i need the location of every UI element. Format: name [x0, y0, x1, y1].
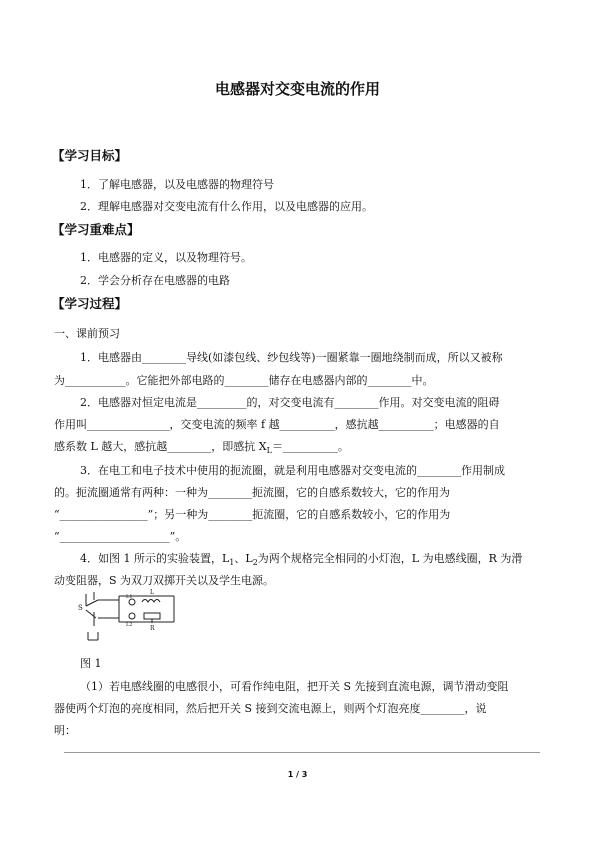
text-line: 4．如图 1 所示的实验装置，$L_1$、$L_2$为两个规格完全相同的小灯泡，L 为电感线圈，R 为滑	[80, 552, 523, 568]
text-line: “________________”；另一种为________扼流圈，它的自感系数较小，它的作用为	[54, 508, 451, 521]
rheostat-label: R	[150, 625, 155, 632]
text-line: 的。扼流圈通常有两种：一种为________扼流圈，它的自感系数较大，它的作用为	[54, 486, 450, 499]
key-point-item-1: 1．电感器的定义，以及物理符号。	[80, 251, 252, 264]
lamp1-label: L1	[126, 594, 133, 600]
text-line: 动变阻器，S 为双刀双掷开关以及学生电源。	[54, 574, 275, 587]
lamp2-label: L2	[126, 622, 133, 628]
text-line: 明：	[54, 724, 76, 737]
text-line: 3．在电工和电子技术中使用的扼流圈，就是利用电感器对交变电流的________作用制成	[80, 464, 505, 477]
circuit-diagram	[74, 586, 184, 646]
text-line: 2．电感器对恒定电流是_________的，对交变电流有________作用。对交变电流的阻碍	[80, 396, 500, 409]
goals-heading: 【学习目标】	[52, 148, 128, 163]
figure-caption: 图 1	[80, 657, 102, 670]
text-line: 器使两个灯泡的亮度相同，然后把开关 S 接到交流电源上，则两个灯泡亮度________，说	[54, 702, 487, 715]
process-heading: 【学习过程】	[52, 296, 128, 311]
inductor-label: L	[150, 589, 154, 596]
switch-label: S	[78, 604, 83, 612]
goal-item-1: 1．了解电感器，以及电感器的物理符号	[80, 178, 274, 191]
text-line: 作用叫_______________，交变电流的频率 f 越__________，感抗越__________；电感器的自	[54, 418, 500, 431]
text-line: 为___________。它能把外部电路的________储存在电感器内部的________中。	[54, 374, 434, 387]
goal-item-2: 2．理解电感器对交变电流有什么作用，以及电感器的应用。	[80, 200, 373, 213]
footer-divider	[64, 752, 540, 753]
text-line: 感系数 L 越大，感抗越________，即感抗 $X_L=\_\_\_\_\_\_\_\_\_\_$。	[54, 440, 349, 456]
key-point-item-2: 2．学会分析存在电感器的电路	[80, 274, 230, 287]
text-line: “____________________”。	[54, 530, 187, 543]
text-line: 1．电感器由________导线(如漆包线、纱包线等)一圈紧靠一圈地绕制而成，所以又被称	[80, 351, 503, 364]
page-number: 1 / 3	[287, 770, 308, 779]
text-line: （1）若电感线圈的电感很小，可看作纯电阻，把开关 S 先接到直流电源，调节滑动变阻	[80, 680, 509, 693]
page-title: 电感器对交变电流的作用	[214, 80, 380, 98]
preview-subheading: 一、课前预习	[54, 327, 120, 340]
key-points-heading: 【学习重难点】	[52, 222, 140, 237]
